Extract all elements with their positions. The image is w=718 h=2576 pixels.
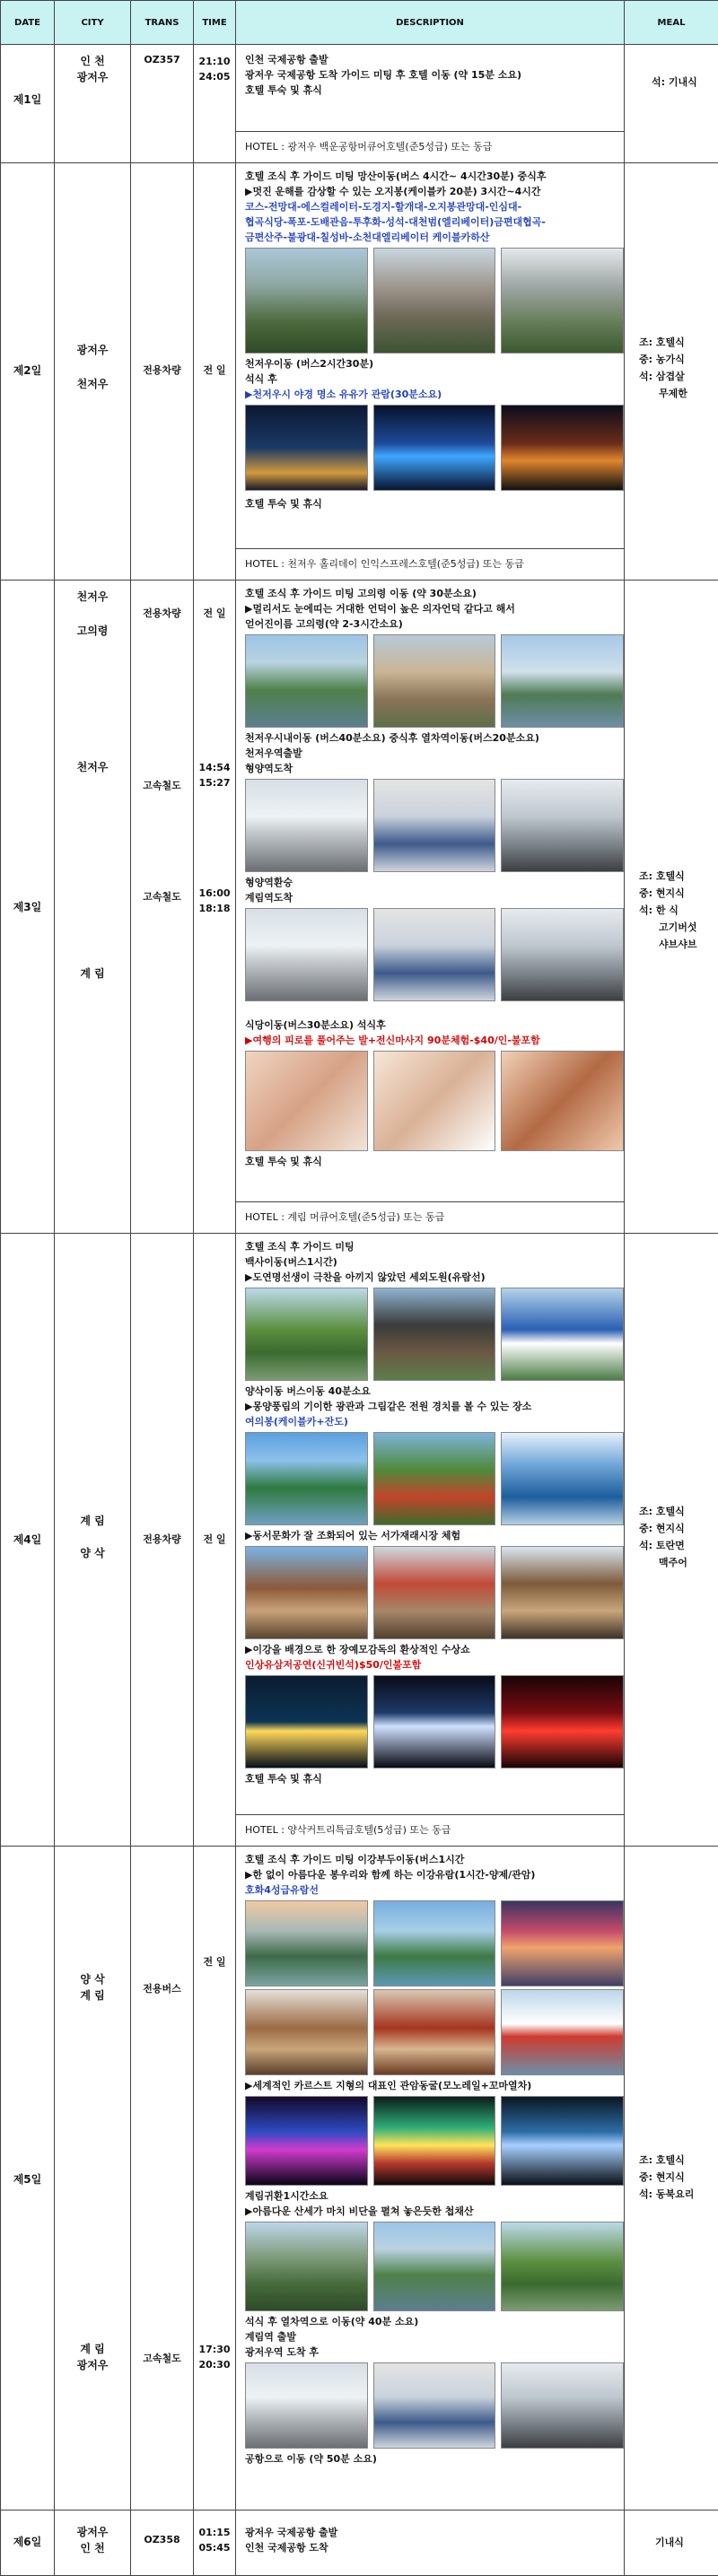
time-value: 14:54 xyxy=(194,760,235,775)
night-view-photo xyxy=(245,405,368,491)
description-line: 천저우시내이동 (버스40분소요) 중식후 열차역이동(버스20분소요) xyxy=(245,730,624,746)
description-line: 금편산주-불광대-칠성바-소천대엘리베이터 케이블카하산 xyxy=(245,230,624,245)
day-label: 제3일 xyxy=(1,899,54,914)
description-line: 천저우이동 (버스2시간30분) xyxy=(245,356,624,371)
cruise-photo xyxy=(245,1989,368,2075)
description-line: 호텔 투숙 및 휴식 xyxy=(245,1154,624,1169)
time-value: 16:00 xyxy=(194,886,235,901)
description-line: 식당이동(버스30분소요) 석식후 xyxy=(245,1017,624,1033)
time-value: 01:15 xyxy=(194,2525,235,2540)
description-cell xyxy=(236,45,625,163)
photo-row xyxy=(245,405,624,491)
train-cabin-photo xyxy=(373,2362,496,2449)
description-line: ▶동서문화가 잘 조화되어 있는 서가재래시장 체험 xyxy=(245,1528,624,1543)
city-name: 천저우 xyxy=(55,377,130,391)
description-line: ▶멋진 운해를 감상할 수 있는 오지봉(케이블카 20분) 3시간~4시간 xyxy=(245,184,624,199)
massage-photo xyxy=(501,1051,624,1151)
mountain-photo xyxy=(373,248,496,354)
time-value: 전 일 xyxy=(194,1954,235,1969)
hotel-info: HOTEL : 계림 머큐어호텔(준5성급) 또는 동급 xyxy=(236,1201,624,1233)
transport-mode: 고속철도 xyxy=(131,2351,193,2365)
scenery-photo xyxy=(373,1432,496,1525)
cave-photo xyxy=(245,2096,368,2186)
city-name: 인 천 xyxy=(55,54,130,68)
header-date: DATE xyxy=(1,1,55,45)
day-label: 제1일 xyxy=(1,92,54,107)
header-description: DESCRIPTION xyxy=(236,1,625,45)
description-line: 광저우 국제공항 도착 가이드 미팅 후 호텔 이동 (약 15분 소요) xyxy=(245,67,624,83)
city-name: 계 림 xyxy=(55,966,130,981)
description-cell xyxy=(236,1234,625,1847)
show-photo xyxy=(501,1675,624,1768)
description-line: 호텔 투숙 및 휴식 xyxy=(245,83,624,98)
market-photo xyxy=(373,1546,496,1639)
time-value: 전 일 xyxy=(194,362,235,378)
description-line: ▶아름다운 산세가 마치 비단을 펼쳐 놓은듯한 첩채산 xyxy=(245,2204,624,2219)
description-line: 호텔 투숙 및 휴식 xyxy=(245,1771,624,1786)
time-value: 18:18 xyxy=(194,901,235,916)
description-line: ▶천저우시 야경 명소 유유가 관람(30분소요) xyxy=(245,387,624,402)
description-cell xyxy=(236,581,625,1234)
description-line: 계림귀환1시간소요 xyxy=(245,2188,624,2204)
scenery-photo xyxy=(501,1288,624,1381)
river-photo xyxy=(245,1900,368,1987)
header-city: CITY xyxy=(55,1,131,45)
scenery-photo xyxy=(501,2222,624,2311)
market-photo xyxy=(245,1546,368,1639)
photo-row xyxy=(245,1051,624,1151)
transport-mode: 전용차량 xyxy=(131,606,193,620)
show-photo xyxy=(373,1675,496,1768)
train-photo xyxy=(245,908,368,1001)
cave-photo xyxy=(501,2096,624,2186)
scenery-photo xyxy=(501,634,624,728)
time-value: 20:30 xyxy=(194,2357,235,2372)
description-line: 형양역도착 xyxy=(245,761,624,776)
day-row-4 xyxy=(1,1234,718,1847)
description-line: ▶몽양풍림의 기이한 광관과 그림같은 전원 경치를 볼 수 있는 장소 xyxy=(245,1399,624,1414)
day-label: 제6일 xyxy=(1,2534,54,2549)
hotel-info: HOTEL : 광저우 백운공항머큐어호텔(준5성급) 또는 동급 xyxy=(236,131,624,162)
cruise-photo xyxy=(373,1989,496,2075)
hotel-info: HOTEL : 천저우 홀리데이 인익스프레스호텔(준5성급) 또는 동급 xyxy=(236,548,624,580)
description-line: ▶세계적인 카르스트 지형의 대표인 관암동굴(모노레일+꼬마열차) xyxy=(245,2078,624,2093)
city-name: 광저우 xyxy=(55,343,130,357)
photo-row xyxy=(245,2362,624,2449)
transport-mode: 고속철도 xyxy=(131,889,193,904)
city-name: 고의령 xyxy=(55,624,130,638)
scenery-photo xyxy=(245,1288,368,1381)
photo-row xyxy=(245,1288,624,1381)
day-label: 제4일 xyxy=(1,1532,54,1547)
description-line: ▶여행의 피로를 풀어주는 발+전신마사지 90분체험-$40/인-불포함 xyxy=(245,1033,624,1048)
description-line: 인상유삼저공연(신귀빈석)$50/인불포함 xyxy=(245,1657,624,1672)
description-line: 호텔 투숙 및 휴식 xyxy=(245,496,624,511)
meal-info: 조: 호텔식 중: 농가식 석: 삼겹살 무제한 xyxy=(625,334,718,402)
description-line: 계림역 출발 xyxy=(245,2329,624,2345)
description-line: 천저우역출발 xyxy=(245,746,624,761)
day-label: 제2일 xyxy=(1,362,54,378)
day-row-2 xyxy=(1,163,718,581)
train-photo xyxy=(245,2362,368,2449)
description-line: ▶한 없이 아름다운 봉우리와 함께 하는 이강유람(1시간-양제/관암) xyxy=(245,1867,624,1882)
description-cell xyxy=(236,2511,625,2576)
city-name: 계 림 xyxy=(55,1988,130,2003)
photo-row xyxy=(245,1989,624,2075)
city-name: 광저우 xyxy=(55,2358,130,2372)
description-line: 광저우 국제공항 출발 xyxy=(245,2525,624,2540)
river-photo xyxy=(501,1900,624,1987)
train-station-photo xyxy=(501,2362,624,2449)
scenery-photo xyxy=(373,634,496,728)
transport-mode: 전용버스 xyxy=(131,1981,193,1995)
massage-photo xyxy=(373,1051,496,1151)
scenery-photo xyxy=(373,2222,496,2311)
city-name: 인 천 xyxy=(55,2541,130,2555)
photo-row xyxy=(245,634,624,728)
description-line: 협곡식당-폭포-도배관음-투후화-성석-대천범(엘리베이터)금편대협곡- xyxy=(245,214,624,230)
description-line: 양삭이동 버스이동 40분소요 xyxy=(245,1384,624,1399)
header-trans: TRANS xyxy=(131,1,194,45)
description-line: 호텔 조식 후 가이드 미팅 고의령 이동 (약 30분소요) xyxy=(245,586,624,601)
description-line: 여의봉(케이블카+잔도) xyxy=(245,1414,624,1429)
massage-photo xyxy=(245,1051,368,1151)
description-line: 코스-전망대-에스컬레이터-도경지-할개대-오지봉관망대-인심대- xyxy=(245,199,624,214)
description-line: ▶멀리서도 눈에띠는 거대한 언덕이 높은 의자언덕 같다고 해서 xyxy=(245,601,624,616)
photo-row xyxy=(245,248,624,354)
description-line: 공항으로 이동 (약 50분 소요) xyxy=(245,2451,624,2467)
time-value: 전 일 xyxy=(194,606,235,621)
city-name: 광저우 xyxy=(55,2525,130,2539)
description-line: 호화4성급유람선 xyxy=(245,1882,624,1898)
description-line: 호텔 조식 후 가이드 미팅 xyxy=(245,1239,624,1254)
time-value: 17:30 xyxy=(194,2342,235,2357)
city-name: 천저우 xyxy=(55,589,130,604)
description-line: ▶이강을 배경으로 한 장예모감독의 환상적인 수상쇼 xyxy=(245,1642,624,1657)
cave-photo xyxy=(373,2096,496,2186)
city-name: 천저우 xyxy=(55,760,130,774)
night-view-photo xyxy=(373,405,496,491)
description-line: 석식 후 열차역으로 이동(약 40분 소요) xyxy=(245,2314,624,2329)
day-row-1 xyxy=(1,45,718,163)
scenery-photo xyxy=(245,1432,368,1525)
photo-row xyxy=(245,2222,624,2311)
flight-number: OZ357 xyxy=(131,54,193,65)
description-line: 인천 국제공항 도착 xyxy=(245,2540,624,2555)
mountain-photo xyxy=(501,248,624,354)
show-photo xyxy=(245,1675,368,1768)
market-photo xyxy=(501,1546,624,1639)
train-photo xyxy=(245,779,368,872)
time-value: 15:27 xyxy=(194,775,235,790)
scenery-photo xyxy=(373,1288,496,1381)
description-line: 형양역환승 xyxy=(245,875,624,890)
header-time: TIME xyxy=(194,1,236,45)
header-row xyxy=(1,1,718,45)
description-line: 호텔 조식 후 가이드 미팅 망산이동(버스 4시간~ 4시간30분) 중식후 xyxy=(245,169,624,184)
train-cabin-photo xyxy=(373,908,496,1001)
meal-info: 석: 기내식 xyxy=(625,74,718,91)
flight-number: OZ358 xyxy=(131,2534,193,2545)
train-station-photo xyxy=(501,908,624,1001)
time-value: 전 일 xyxy=(194,1532,235,1547)
river-photo xyxy=(373,1900,496,1987)
meal-info: 기내식 xyxy=(625,2534,718,2551)
description-line: 석식 후 xyxy=(245,371,624,387)
description-cell xyxy=(236,1847,625,2511)
meal-info: 조: 호텔식 중: 현지식 석: 토란면 맥주어 xyxy=(625,1503,718,1571)
time-value: 24:05 xyxy=(194,69,235,84)
photo-row xyxy=(245,779,624,872)
description-line: 광저우역 도착 후 xyxy=(245,2345,624,2360)
mountain-photo xyxy=(245,248,368,354)
city-name: 광저우 xyxy=(55,70,130,84)
photo-row xyxy=(245,1675,624,1768)
city-name: 양 삭 xyxy=(55,1972,130,1987)
city-name: 계 림 xyxy=(55,1514,130,1528)
description-cell xyxy=(236,163,625,581)
description-line: 인천 국제공항 출발 xyxy=(245,52,624,67)
description-line: 백사이동(버스1시간) xyxy=(245,1254,624,1270)
time-value: 21:10 xyxy=(194,54,235,69)
day-row-3 xyxy=(1,581,718,1234)
train-station-photo xyxy=(501,779,624,872)
photo-row xyxy=(245,908,624,1001)
transport-mode: 전용차량 xyxy=(131,362,193,377)
photo-row xyxy=(245,1546,624,1639)
meal-info: 조: 호텔식 중: 현지식 석: 동북요리 xyxy=(625,2152,718,2203)
photo-row xyxy=(245,1900,624,1987)
transport-mode: 고속철도 xyxy=(131,778,193,792)
description-line: 얻어진이름 고의령(약 2-3시간소요) xyxy=(245,616,624,632)
scenery-photo xyxy=(245,2222,368,2311)
train-cabin-photo xyxy=(373,779,496,872)
photo-row xyxy=(245,2096,624,2186)
night-view-photo xyxy=(501,405,624,491)
hotel-info: HOTEL : 양삭커트리특급호텔(5성급) 또는 동급 xyxy=(236,1814,624,1846)
time-value: 05:45 xyxy=(194,2540,235,2555)
day-label: 제5일 xyxy=(1,2171,54,2187)
scenery-photo xyxy=(245,634,368,728)
scenery-photo xyxy=(501,1432,624,1525)
city-name: 양 삭 xyxy=(55,1546,130,1560)
city-name: 계 림 xyxy=(55,2342,130,2356)
description-line: 계림역도착 xyxy=(245,890,624,905)
cruise-photo xyxy=(501,1989,624,2075)
photo-row xyxy=(245,1432,624,1525)
day-row-5 xyxy=(1,1847,718,2511)
day-row-6 xyxy=(1,2511,718,2576)
description-line: ▶도연명선생이 극찬을 아끼지 않았던 세외도원(유람선) xyxy=(245,1270,624,1285)
meal-info: 조: 호텔식 중: 현지식 석: 한 식 고기버섯 샤브샤브 xyxy=(625,868,718,953)
transport-mode: 전용차량 xyxy=(131,1532,193,1546)
header-meal: MEAL xyxy=(625,1,718,45)
description-line: 호텔 조식 후 가이드 미팅 이강부두이동(버스1시간 xyxy=(245,1852,624,1867)
